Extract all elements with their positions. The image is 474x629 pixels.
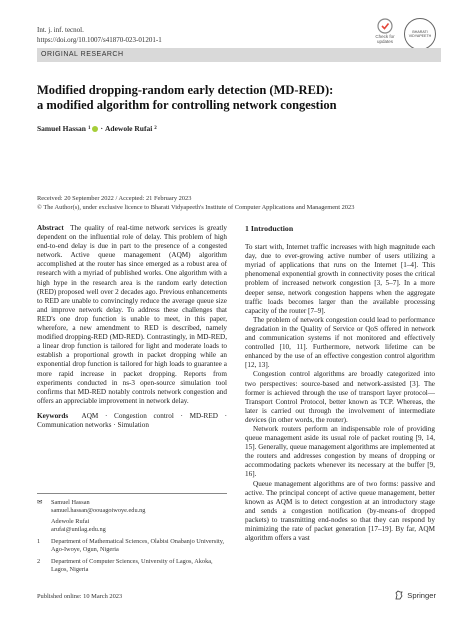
author-1-note-name: Samuel Hassan bbox=[51, 499, 90, 506]
affiliation-2-number: 2 bbox=[37, 558, 41, 565]
header-logos bbox=[370, 18, 436, 50]
affiliation-1-number: 1 bbox=[37, 538, 41, 545]
author-1-name[interactable]: Samuel Hassan bbox=[37, 124, 86, 133]
right-column bbox=[245, 224, 435, 543]
author-list bbox=[37, 124, 157, 133]
journal-info bbox=[37, 26, 162, 45]
bharati-vidyapeeth-seal bbox=[404, 18, 436, 50]
author-notes bbox=[37, 493, 227, 578]
author-separator: · bbox=[100, 124, 103, 133]
intro-paragraph-5: Queue management algorithms are of two forms: passive and active. The principal concept of active queue management, better known as AQM is to detect congestion at an introductory stage and sends a congestion notification (by-means-of dropped packets) to transmitting end-nodes so that they can respond by minimizing the rate of packet generation [17–19]. By far, AQM algorithm offers a vast bbox=[245, 479, 435, 543]
article-dates: Received: 20 September 2022 / Accepted: 21 February 2023 bbox=[37, 195, 192, 202]
author-2-note-name: Adewole Rufai bbox=[51, 518, 90, 525]
keywords-text: AQM · Congestion control · MD-RED · Communication networks · Simulation bbox=[37, 411, 227, 429]
left-column bbox=[37, 224, 227, 430]
paper-title bbox=[37, 83, 437, 113]
affiliation-1-text: Department of Mathematical Sciences, Olabisi Onabanjo University, Ago-Iwoye, Ogun, Nigeria bbox=[51, 538, 225, 553]
author-2-name[interactable]: Adewole Rufai bbox=[105, 124, 153, 133]
keywords-label: Keywords bbox=[37, 411, 69, 420]
title-line-1: Modified dropping-random early detection (MD-RED): bbox=[37, 83, 334, 97]
intro-paragraph-3: Congestion control algorithms are broadly categorized into two perspectives: source-based and network-assisted [3]. The former is achieved through the use of transport layer protocol—Transport Control Protocol, better known as TCP. Whereas, the later is carried out through the involvement of intermediate devices (in other words, the router). bbox=[245, 370, 435, 424]
section-heading: 1 Introduction bbox=[245, 224, 294, 233]
author-2-email[interactable]: arufai@unilag.edu.ng bbox=[51, 526, 106, 533]
intro-paragraph-2: The problem of network congestion could lead to performance degradation in the Quality of Service or QoS offered in network and communication systems if not monitored and effectively controlled [10, 11]. Furthermore, network lifetime can be enhanced by the use of an effective congestion control algorithm [12, 13]. bbox=[245, 315, 435, 370]
keywords bbox=[37, 412, 227, 430]
copyright-notice: © The Author(s), under exclusive licence to Bharati Vidyapeeth's Institute of Computer Applications and Management 2023 bbox=[37, 203, 355, 211]
abstract-label: Abstract bbox=[37, 224, 64, 232]
doi-link[interactable]: https://doi.org/10.1007/s41870-023-01201-1 bbox=[37, 35, 162, 44]
affiliation-2 bbox=[37, 558, 227, 574]
author-2-affiliation: 2 bbox=[154, 126, 157, 131]
journal-name: Int. j. inf. tecnol. bbox=[37, 26, 84, 34]
check-updates-text: Check for updates bbox=[375, 34, 395, 44]
article-metadata bbox=[37, 195, 437, 212]
check-for-updates-badge[interactable] bbox=[370, 18, 400, 48]
affiliation-1 bbox=[37, 538, 227, 554]
intro-paragraph-1: To start with, Internet traffic increases with high magnitude each day, due to ever-growing active number of users utilizing a myriad of applications that runs on the Internet [1–4]. This phenomenal exponential growth in connectivity poses the critical problem of increased network congestion [3, 5–7]. In a more deeper sense, network congestion happens when the aggregate traffic loads becomes larger than the available processing capacity of the router [7–9]. bbox=[245, 243, 435, 315]
check-updates-icon bbox=[377, 18, 393, 34]
affiliation-2-text: Department of Computer Sciences, University of Lagos, Akoka, Lagos, Nigeria bbox=[51, 558, 213, 573]
corresponding-author-note bbox=[37, 499, 227, 534]
seal-text: BHARATI VIDYAPEETH bbox=[408, 30, 432, 38]
author-1-affiliation: 1 bbox=[87, 126, 91, 131]
springer-horse-icon bbox=[394, 590, 404, 600]
published-date: Published online: 10 March 2023 bbox=[37, 593, 123, 600]
author-1-email[interactable]: samuel.hassan@oouagoiwoye.edu.ng bbox=[51, 507, 146, 514]
article-type-banner: ORIGINAL RESEARCH bbox=[37, 48, 441, 62]
springer-logo bbox=[394, 590, 436, 600]
intro-paragraph-4: Network routers perform an indispensable role of providing queue management aside its usual role of packet routing [9, 14, 15]. Generally, queue management algorithms are implemented at the routers and addresses congestion by means of dropping or accommodating packets whenever its necessary at the buffer [9, 16]. bbox=[245, 424, 435, 479]
title-line-2: a modified algorithm for controlling network congestion bbox=[37, 98, 337, 112]
envelope-icon: ✉ bbox=[37, 499, 43, 506]
orcid-icon[interactable] bbox=[92, 126, 98, 132]
publisher-name: Springer bbox=[407, 590, 436, 600]
abstract-text: The quality of real-time network services is greatly dependent on the influential role of delay. This problem of high end-to-end delay is due in part to the presence of a congested network. Active queue management (AQM) algorithm accomplished at the router has since emerged as a robust area of research with a myriad of published works. One algorithm with a high hype in the research area is the random early detection (RED) proposed well over 2 decades ago. Previous enhancements to RED are unable to convincingly reduce the average queue size and improve network delay. To address these challenges that RED's one drop function is unable to meet, in this paper, wherefore, a new amendment to RED is described, namely modified dropping-RED (MD-RED). Contrastingly, in MD-RED, a linear drop function is tailored for light and moderate loads to establish a proportional growth in packet dropping while an exponential drop function is tailored for high loads to guarantee a more rapid increase in packet dropping. Reports from experiments conducted in ns-3 open-source simulation tool confirms that MD-RED notably controls network congestion and offers an appreciable improvement in network delay. bbox=[37, 224, 228, 405]
abstract bbox=[37, 224, 227, 406]
